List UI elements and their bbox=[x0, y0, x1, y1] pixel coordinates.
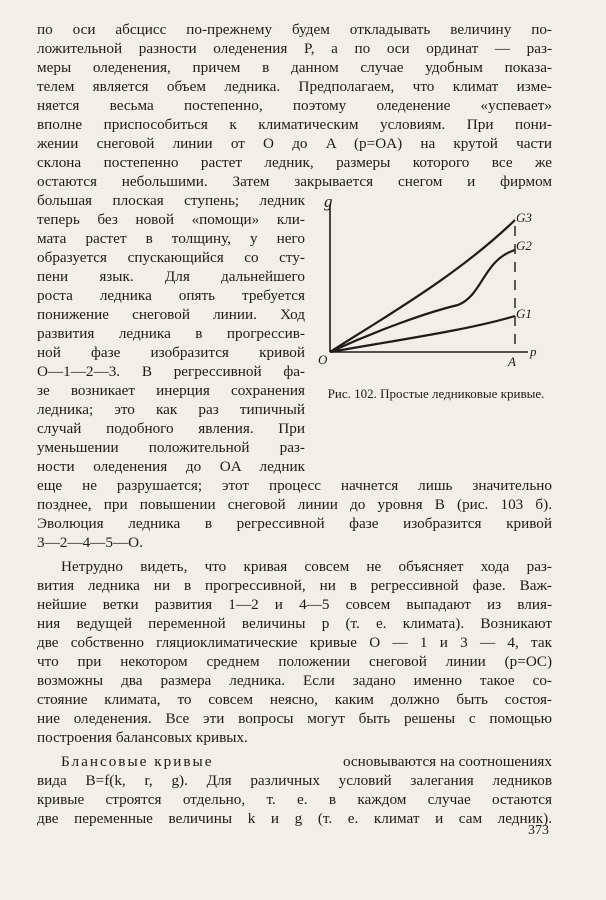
text-line: понижение снеговой линии. Ход bbox=[37, 306, 305, 323]
text-line: вполне приспособиться к климатическим условиям. При пони- bbox=[37, 116, 552, 133]
text-fragment: основываются на соотношениях bbox=[342, 753, 552, 770]
text-line: телем является объем ледника. Предполагаем, что климат изме- bbox=[37, 78, 552, 95]
text-line: позднее, при повышении снеговой линии до уровня B (рис. 103 б). bbox=[37, 496, 552, 513]
text-line: построения балансовых кривых. bbox=[37, 729, 248, 746]
text-line: 3—2—4—5—O. bbox=[37, 534, 143, 551]
text-line: возможны два размера ледника. Если задано именно такое со- bbox=[37, 672, 552, 689]
text-line: ние оледенения. Все эти вопросы могут быть решены с помощью bbox=[37, 710, 552, 727]
text-line: пени язык. Для дальнейшего bbox=[37, 268, 305, 285]
curve-label-g1: G1 bbox=[516, 306, 532, 321]
term-balance-curves: Бланcовые кривые bbox=[61, 753, 214, 770]
text-line: склона постепенно растет ледник, размеры которого все же bbox=[37, 154, 552, 171]
text-line: большая плоская ступень; ледник bbox=[37, 192, 305, 209]
text-line: кривые строятся отдельно, т. е. в каждом случае остаются bbox=[37, 791, 552, 808]
text-line: роста ледника опять требуется bbox=[37, 287, 305, 304]
page-number: 373 bbox=[528, 823, 549, 838]
text-line: ния ведущей переменной величины p (т. е. климата). Возникают bbox=[37, 615, 552, 632]
curve-g3 bbox=[330, 220, 515, 352]
text-line: Нетрудно видеть, что кривая совсем не объясняет хода раз- bbox=[61, 558, 552, 575]
text-line: две собственно гляциоклиматические кривые O — 1 и 3 — 4, так bbox=[37, 634, 552, 651]
text-line: развития ледника в прогрессив- bbox=[37, 325, 305, 342]
text-line: уменьшении положительной раз- bbox=[37, 439, 305, 456]
curve-label-g2: G2 bbox=[516, 238, 532, 253]
text-line: ности оледенения до OA ледник bbox=[37, 458, 305, 475]
text-line: няется весьма постепенно, поэтому оледенение «успевает» bbox=[37, 97, 552, 114]
text-line: ной фазе изобразится кривой bbox=[37, 344, 305, 361]
origin-label: O bbox=[318, 352, 328, 367]
figure-caption: Рис. 102. Простые ледниковые кривые. bbox=[327, 386, 545, 401]
text-line: остаются небольшими. Затем закрывается снегом и фирмом bbox=[37, 173, 552, 190]
text-line: что при некотором среднем положении снеговой линии (p=OC) bbox=[37, 653, 552, 670]
text-line bbox=[37, 752, 552, 771]
text-line: теперь без новой «помощи» кли- bbox=[37, 211, 305, 228]
text-line: нейшие ветки развития 1—2 и 4—5 совсем выпадают из влия- bbox=[37, 596, 552, 613]
text-line: Эволюция ледника в регрессивной фазе изобразится кривой bbox=[37, 515, 552, 532]
text-line: вития ледника ни в прогрессивной, ни в регрессивной фазе. Важ- bbox=[37, 577, 552, 594]
text-line: образуется спускающийся со сту- bbox=[37, 249, 305, 266]
x-axis-label: p bbox=[530, 344, 537, 359]
text-line: жении снеговой линии от O до A (p=OA) на крутой части bbox=[37, 135, 552, 152]
text-line: стояние климата, то совсем неясно, каким должно быть состоя- bbox=[37, 691, 552, 708]
text-line: мата растет в толщину, у него bbox=[37, 230, 305, 247]
text-line: O—1—2—3. В регрессивной фа- bbox=[37, 363, 305, 380]
point-a-label: A bbox=[508, 354, 516, 369]
text-line: зе возникает инерция сохранения bbox=[37, 382, 305, 399]
text-line: меры оледенения, причем в данном случае удобным показа- bbox=[37, 59, 552, 76]
text-line: ледника; это как раз типичный bbox=[37, 401, 305, 418]
text-line: еще не разрушается; этот процесс начнется лишь значительно bbox=[37, 477, 552, 494]
text-line: по оси абсцисс по-прежнему будем откладывать величину по- bbox=[37, 21, 552, 38]
text-line: ложительной разности оледенения P, а по оси ординат — раз- bbox=[37, 40, 552, 57]
text-line: вида B=f(k, r, g). Для различных условий залегания ледников bbox=[37, 772, 552, 789]
text-line: две переменные величины k и g (т. е. климат и сам ледник). bbox=[37, 810, 552, 827]
y-axis-label: g bbox=[324, 192, 333, 211]
text-line: случай подобного явления. При bbox=[37, 420, 305, 437]
curve-label-g3: G3 bbox=[516, 210, 532, 225]
